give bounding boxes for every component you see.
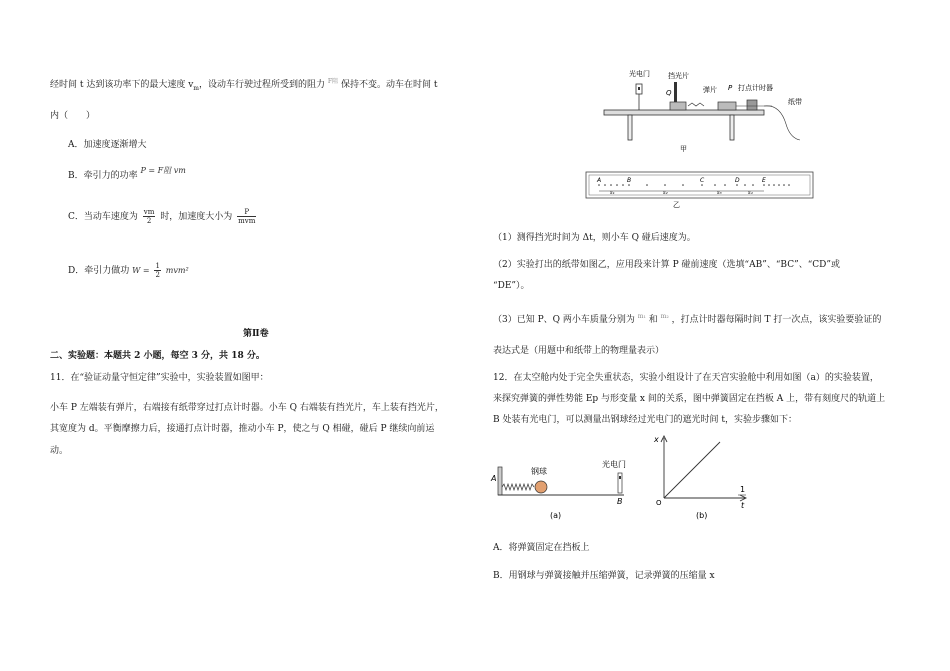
q11-part2-line1: （2）实验打出的纸带如图乙，应用段来计算 P 碰前速度（选填“AB”、“BC”、“CD”或 [493, 260, 840, 270]
step-b: B．用钢球与弹簧接触并压缩弹簧，记录弹簧的压缩量 x [493, 571, 715, 581]
option-d-fraction: $\frac{1}{2}$ [155, 262, 160, 279]
section-title: 第Ⅱ卷 [243, 329, 269, 339]
q12-line2: 来探究弹簧的弹性势能 Ep 与形变量 x 间的关系，图中弹簧固定在挡板 A 上，带有刻度尺的轨道上 [493, 394, 886, 404]
label-light-blocker: 挡光片 [668, 72, 689, 80]
figure-yi-tape [585, 168, 815, 210]
resistance-symbol: F阻 [327, 78, 339, 85]
q11-part3-line2: 表达式是（用题中和纸带上的物理量表示） [493, 346, 665, 356]
option-c-fraction-speed: $\frac{vm}{2}$ [143, 208, 155, 225]
label-paper-tape: 纸带 [788, 98, 802, 106]
figure-b-label-t: t [741, 501, 745, 510]
tape-label-a: A [597, 177, 602, 184]
option-c: C．当动车速度为 $\frac{vm}{2}$ 时，加速度大小为 $\frac{P}{\text{mvm}}$ [68, 208, 256, 225]
figure-b-caption: (b) [696, 511, 708, 520]
figure-a-label-a: A [491, 474, 497, 483]
figure-b-graph [648, 432, 758, 524]
figure-a-label-gate: 光电门 [602, 460, 626, 469]
step-a: A．将弹簧固定在挡板上 [493, 543, 590, 553]
tape-label-s1: s₁ [610, 190, 615, 196]
label-timer: 打点计时器 [738, 84, 773, 92]
q11-paragraph-line3: 动。 [50, 446, 69, 456]
figure-jia-apparatus [600, 66, 820, 156]
figure-b-label-origin: O [656, 499, 662, 507]
q11-part3-line1: （3）已知 P、Q 两小车质量分别为 $^{m_1}$ 和 $^{m_2}$ ，打点计时器每隔时间 T 打一次点，该实验要验证的 [493, 313, 882, 325]
figure-yi-caption: 乙 [673, 201, 680, 209]
figure-a-caption: (a) [550, 511, 562, 520]
tape-label-d: D [735, 177, 740, 184]
label-spring-piece: 弹片 [703, 86, 717, 94]
figure-jia-caption: 甲 [680, 145, 687, 153]
option-a: A．加速度逐渐增大 [68, 140, 147, 150]
q11-title: 11．在“验证动量守恒定律”实验中，实验装置如图甲： [50, 373, 269, 383]
figure-a-spring-setup [490, 455, 630, 523]
tape-label-e: E [762, 177, 766, 184]
q10-intro-line2: 内（ ） [50, 111, 96, 121]
tape-label-b: B [627, 177, 632, 184]
q12-line3: B 处装有光电门，可以测量出钢球经过光电门的遮光时间 t，实验步骤如下： [493, 415, 797, 425]
label-photogate: 光电门 [629, 70, 650, 78]
tape-label-c: C [700, 177, 705, 184]
q10-intro-line1: 经时间 t 达到该功率下的最大速度 $v_m$，设动车行驶过程所受到的阻力 $^{F阻}$ 保持不变。动车在时间 t [50, 78, 438, 92]
option-c-fraction-accel: $\frac{P}{\text{mvm}}$ [238, 208, 256, 225]
q11-paragraph-line1: 小车 P 左端装有弹片，右端接有纸带穿过打点计时器。小车 Q 右端装有挡光片，车上装有挡光片， [50, 403, 444, 413]
figure-b-label-one: 1 [740, 485, 746, 494]
q11-paragraph-line2: 其宽度为 d。平衡摩擦力后，接通打点计时器，推动小车 P，使之与 Q 相碰，碰后 P 继续向前运 [50, 424, 435, 434]
tape-label-s4: s₄ [748, 190, 753, 196]
figure-b-label-x: x [654, 435, 659, 444]
q11-part2-line2: “DE”）。 [493, 281, 530, 291]
section-heading: 二、实验题：本题共 2 小题，每空 3 分，共 18 分。 [50, 351, 265, 361]
figure-a-label-b: B [617, 497, 623, 506]
tape-label-s3: s₃ [717, 190, 722, 196]
option-b: B．牵引力的功率 P = F阻 vm [68, 166, 186, 181]
q11-part1: （1）测得挡光时间为 Δt，则小车 Q 碰后速度为。 [493, 233, 696, 243]
option-b-formula: P = F阻 vm [140, 166, 186, 175]
q12-line1: 12．在太空舱内处于完全失重状态，实验小组设计了在天宫实验舱中利用如图（a）的实验装置， [493, 373, 879, 383]
option-d: D．牵引力做功 W = $\frac{1}{2}$ mvm² [68, 262, 189, 279]
label-q: Q [666, 89, 672, 97]
label-p: P [728, 84, 733, 92]
figure-a-label-ball: 钢球 [531, 467, 547, 476]
tape-label-s2: s₂ [663, 190, 668, 196]
